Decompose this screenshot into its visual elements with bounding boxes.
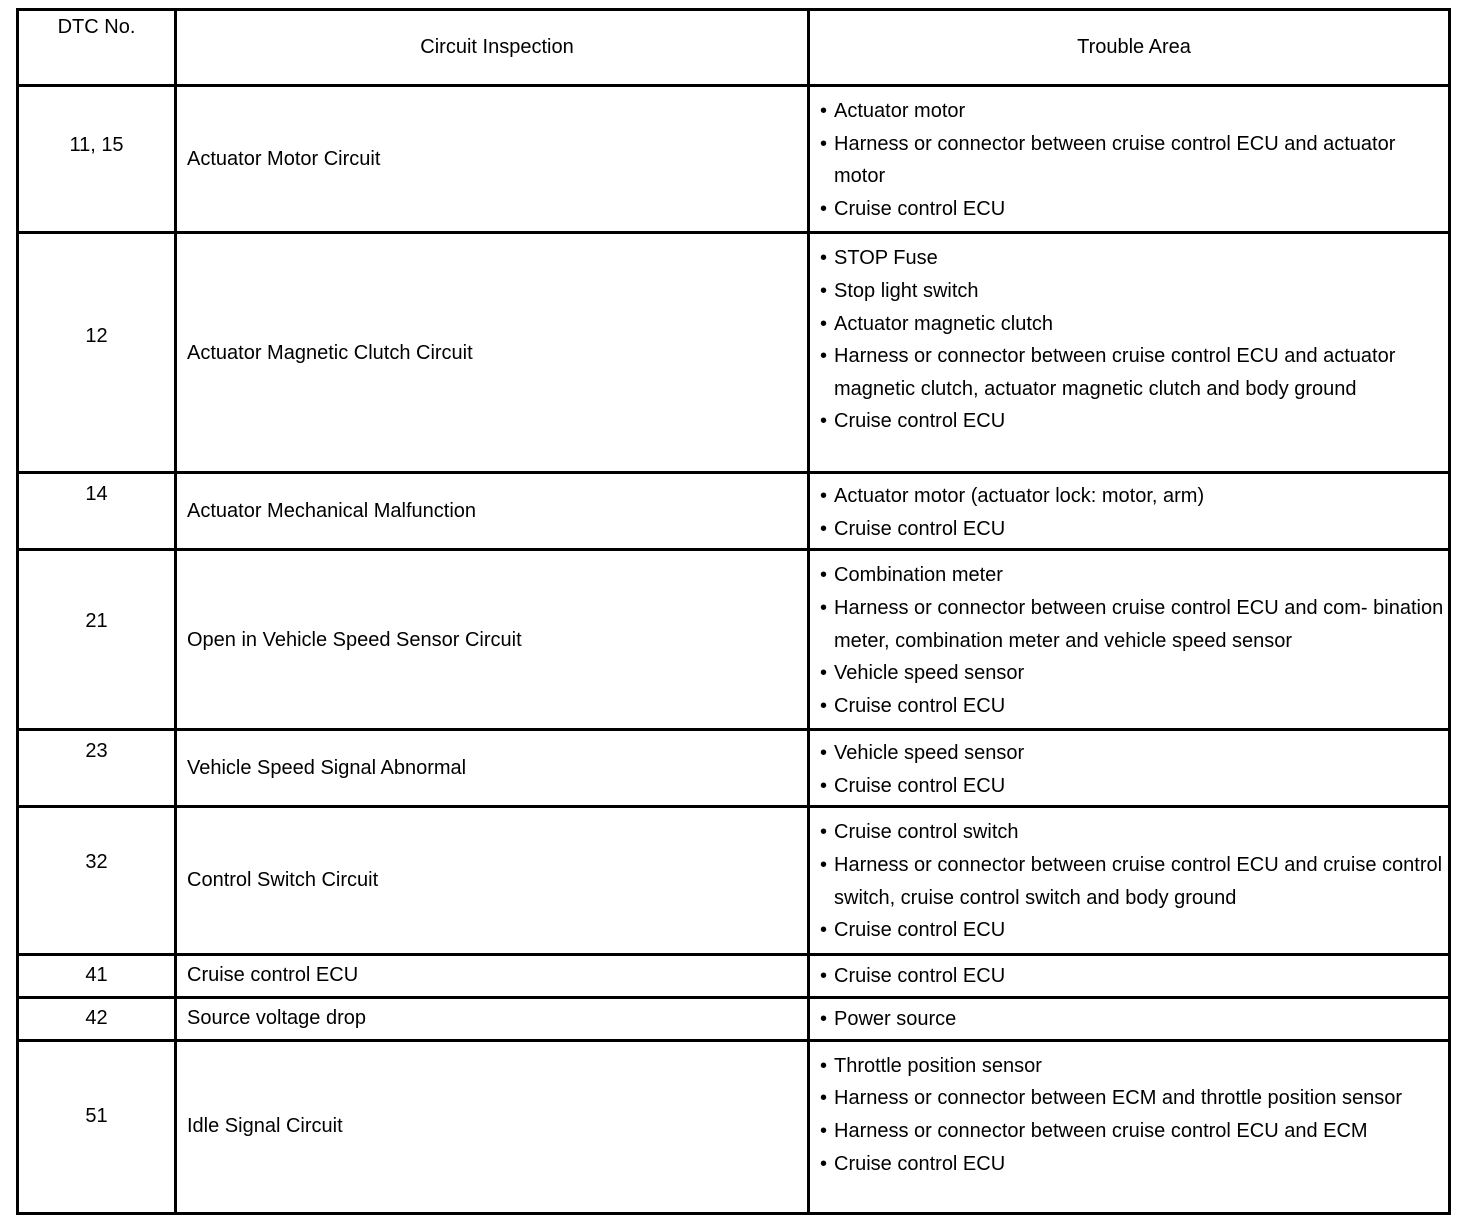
circuit-inspection-cell: Actuator Mechanical Malfunction: [176, 473, 809, 550]
dtc-code: 21: [85, 610, 108, 633]
circuit-inspection-cell: Control Switch Circuit: [176, 807, 809, 954]
table-row: [18, 473, 1450, 550]
trouble-area-list: [820, 808, 1448, 952]
trouble-area-item: • Power source: [820, 1003, 1448, 1036]
trouble-area-cell: [809, 997, 1450, 1040]
dtc-table: [16, 8, 1451, 1215]
header-row: [18, 10, 1450, 86]
dtc-code-cell: [18, 807, 176, 954]
trouble-area-list: [820, 551, 1448, 728]
circuit-inspection-cell: Vehicle Speed Signal Abnormal: [176, 730, 809, 807]
dtc-code: 41: [85, 964, 108, 987]
dtc-code: 42: [85, 1007, 108, 1030]
trouble-area-item: • Harness or connector between cruise control ECU and actuator magnetic clutch, actuator magnetic clutch and body ground: [820, 340, 1448, 405]
trouble-area-cell: [809, 954, 1450, 997]
trouble-area-list: [820, 1001, 1448, 1036]
table-body: [18, 86, 1450, 1214]
dtc-code: 12: [85, 325, 108, 348]
dtc-code: 23: [85, 740, 108, 763]
trouble-area-item: • Cruise control ECU: [820, 513, 1448, 546]
trouble-area-list: [820, 731, 1448, 804]
trouble-area-item: • Cruise control ECU: [820, 690, 1448, 723]
trouble-area-item: • Actuator motor (actuator lock: motor, arm): [820, 480, 1448, 513]
trouble-area-item: • Combination meter: [820, 559, 1448, 592]
trouble-area-item: • Harness or connector between cruise control ECU and cruise control switch, cruise control switch and body ground: [820, 849, 1448, 914]
trouble-area-cell: [809, 807, 1450, 954]
trouble-area-item: • STOP Fuse: [820, 242, 1448, 275]
trouble-area-cell: [809, 473, 1450, 550]
trouble-area-cell: [809, 1040, 1450, 1213]
table-row: [18, 730, 1450, 807]
dtc-code-cell: [18, 997, 176, 1040]
circuit-inspection-cell: Idle Signal Circuit: [176, 1040, 809, 1213]
trouble-area-cell: [809, 86, 1450, 233]
trouble-area-item: • Harness or connector between ECM and throttle position sensor: [820, 1082, 1448, 1115]
trouble-area-list: [820, 87, 1448, 231]
header-circuit-inspection: Circuit Inspection: [176, 10, 809, 86]
table-row: [18, 1040, 1450, 1213]
dtc-code: 32: [85, 851, 108, 874]
circuit-inspection-cell: Actuator Motor Circuit: [176, 86, 809, 233]
trouble-area-item: • Actuator motor: [820, 95, 1448, 128]
trouble-area-item: • Vehicle speed sensor: [820, 657, 1448, 690]
trouble-area-cell: [809, 730, 1450, 807]
circuit-inspection-cell: Cruise control ECU: [176, 954, 809, 997]
trouble-area-list: [820, 474, 1448, 547]
dtc-code: 51: [85, 1104, 108, 1127]
trouble-area-item: • Cruise control switch: [820, 816, 1448, 849]
header-trouble-area: Trouble Area: [809, 10, 1450, 86]
trouble-area-item: • Actuator magnetic clutch: [820, 308, 1448, 341]
trouble-area-item: • Cruise control ECU: [820, 1148, 1448, 1181]
dtc-code-cell: [18, 1040, 176, 1213]
dtc-code-cell: [18, 233, 176, 473]
dtc-code: 11, 15: [69, 134, 124, 156]
trouble-area-item: • Harness or connector between cruise control ECU and ECM: [820, 1115, 1448, 1148]
trouble-area-cell: [809, 233, 1450, 473]
table-row: [18, 997, 1450, 1040]
header-dtc-number: DTC No.: [18, 10, 176, 86]
trouble-area-list: [820, 1042, 1448, 1186]
circuit-inspection-cell: Source voltage drop: [176, 997, 809, 1040]
table-row: [18, 550, 1450, 730]
trouble-area-item: • Cruise control ECU: [820, 405, 1448, 438]
dtc-code-cell: [18, 86, 176, 233]
table-row: [18, 954, 1450, 997]
circuit-inspection-cell: Actuator Magnetic Clutch Circuit: [176, 233, 809, 473]
dtc-code-cell: [18, 954, 176, 997]
trouble-area-item: • Cruise control ECU: [820, 960, 1448, 993]
trouble-area-item: • Cruise control ECU: [820, 770, 1448, 803]
dtc-code-cell: [18, 730, 176, 807]
trouble-area-item: • Throttle position sensor: [820, 1050, 1448, 1083]
trouble-area-item: • Cruise control ECU: [820, 914, 1448, 947]
dtc-code-cell: [18, 473, 176, 550]
trouble-area-item: • Harness or connector between cruise control ECU and com- bination meter, combination meter and vehicle speed sensor: [820, 592, 1448, 657]
table-header: [18, 10, 1450, 86]
trouble-area-cell: [809, 550, 1450, 730]
table-row: [18, 86, 1450, 233]
circuit-inspection-cell: Open in Vehicle Speed Sensor Circuit: [176, 550, 809, 730]
dtc-code: 14: [85, 483, 108, 506]
trouble-area-list: [820, 234, 1448, 444]
dtc-code-cell: [18, 550, 176, 730]
trouble-area-item: • Harness or connector between cruise control ECU and actuator motor: [820, 128, 1448, 193]
trouble-area-item: • Vehicle speed sensor: [820, 737, 1448, 770]
trouble-area-item: • Cruise control ECU: [820, 193, 1448, 226]
table-row: [18, 233, 1450, 473]
table-row: [18, 807, 1450, 954]
trouble-area-item: • Stop light switch: [820, 275, 1448, 308]
trouble-area-list: [820, 958, 1448, 993]
